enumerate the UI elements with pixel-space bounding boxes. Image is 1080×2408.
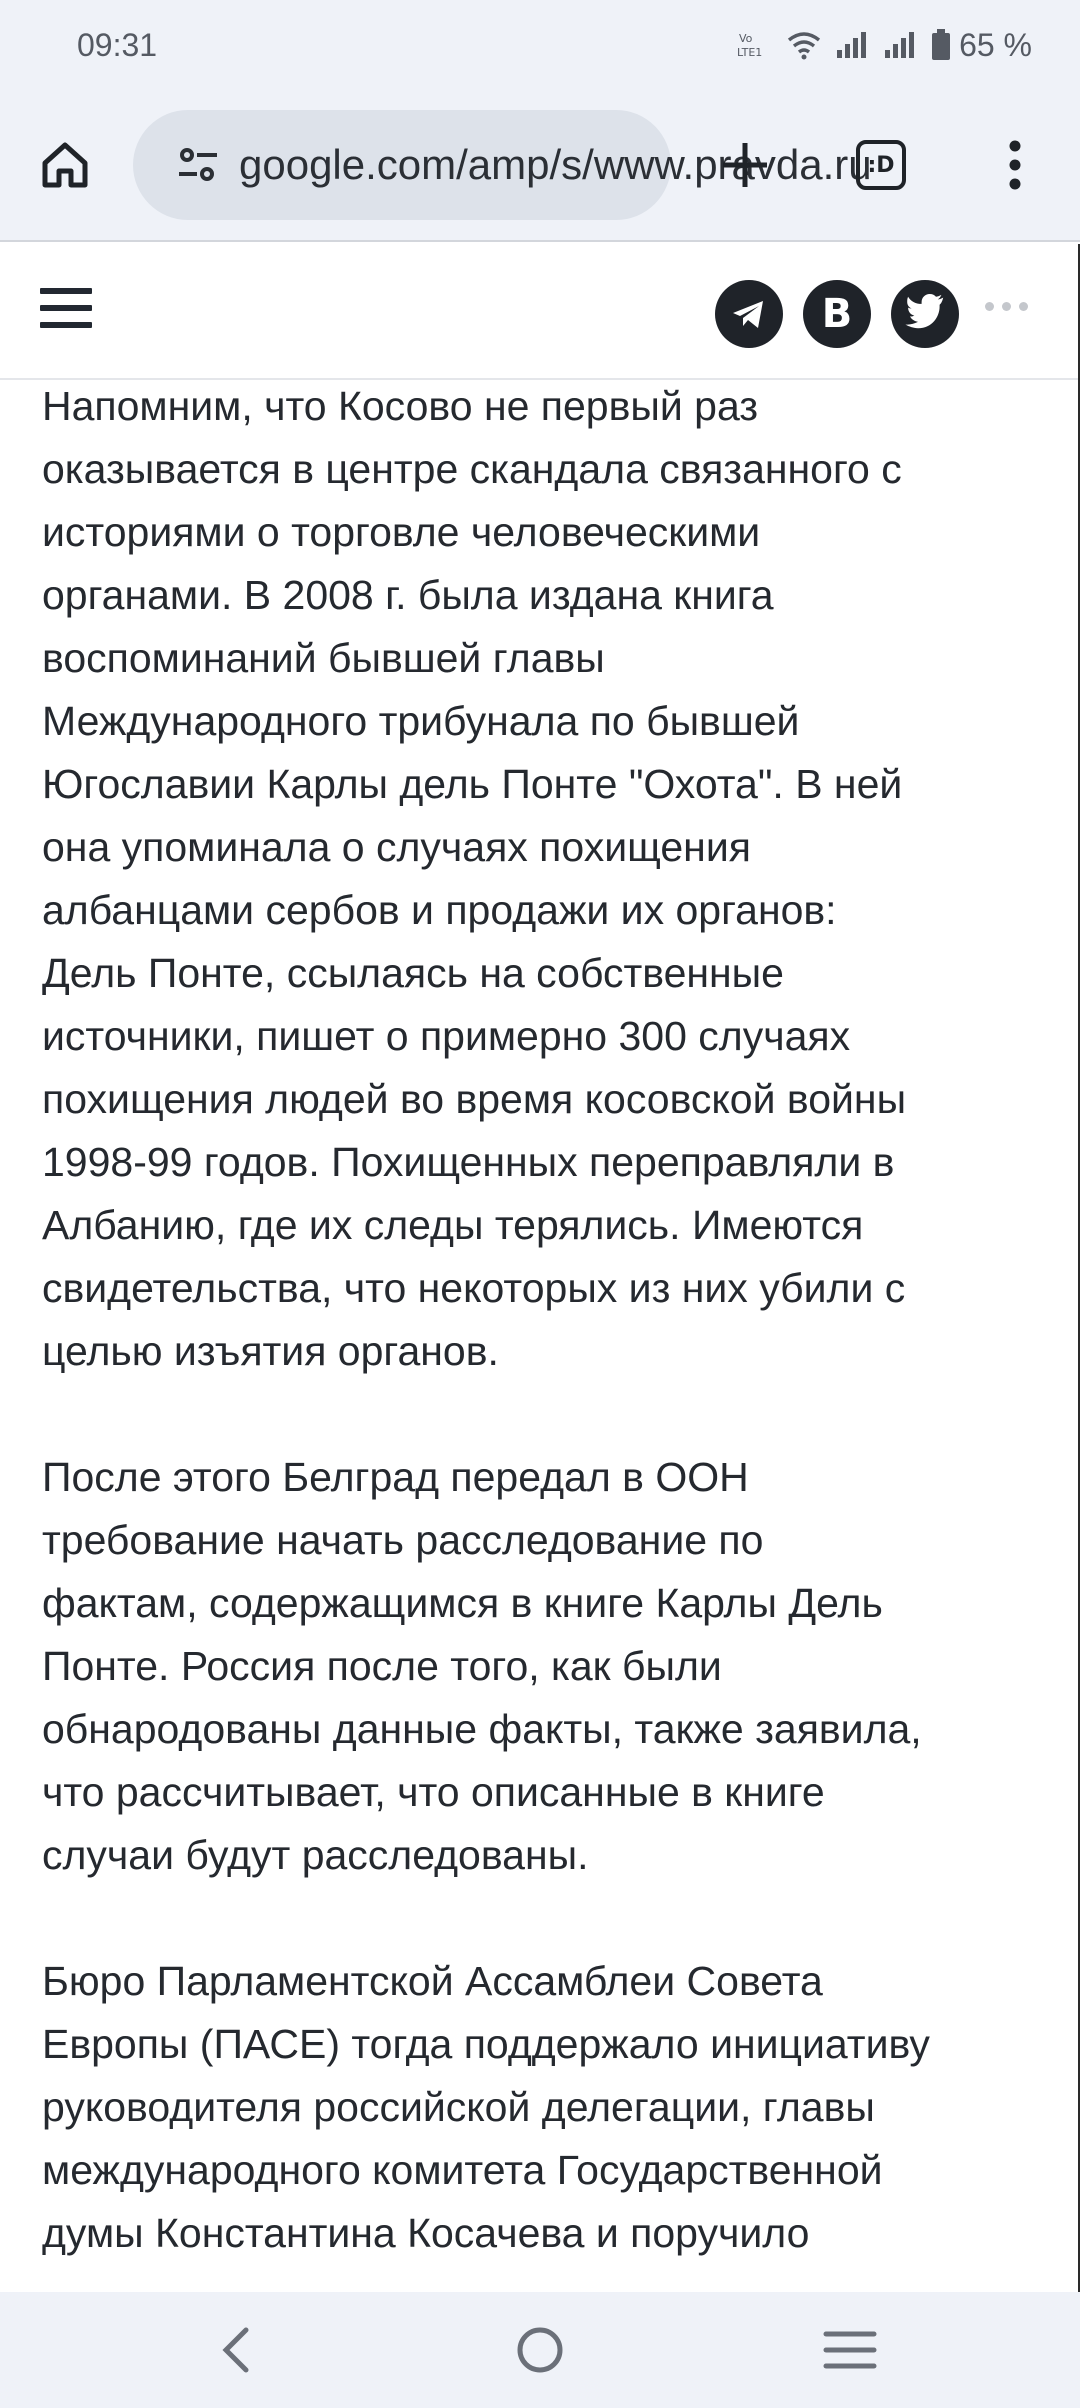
share-twitter-button[interactable] [891, 280, 959, 348]
article-paragraph: После этого Белград передал в ООН требование начать расследование по фактам, содержащимся в книге Карлы Дель Понте. Россия после того, как были обнародованы данные факты, также заявила, что рассчитывает, что описанные в книге случаи будут расследованы. [42, 1454, 922, 1878]
article-paragraph: Напомним, что Косово не первый раз оказывается в центре скандала связанного с историями о торговле человеческими органами. В 2008 г. была издана книга воспоминаний бывшей главы Международного трибунала по бывшей Югославии Карлы дель Понте "Охота". В ней она упоминала о случаях похищения албанцами сербов и продажи их органов: Дель Понте, ссылаясь на собственные источники, пишет о примерно 300 случаях похищения людей во время косовской войны 1998-99 годов. Похищенных переправляли в Албанию, где их следы терялись. Имеются свидетельства, что некоторых из них убили с целью изъятия органов. [42, 383, 907, 1374]
article-body [42, 375, 1042, 2328]
twitter-icon [905, 297, 945, 331]
vk-icon: В [821, 291, 853, 337]
battery-icon [931, 29, 951, 61]
signal-icon-2 [883, 30, 917, 60]
status-time: 09:31 [77, 26, 158, 63]
home-circle-icon [515, 2325, 565, 2375]
telegram-icon [729, 294, 769, 334]
volte-icon [737, 30, 773, 60]
tab-switcher-button[interactable] [846, 130, 916, 200]
browser-toolbar [0, 90, 1080, 242]
address-bar[interactable] [133, 110, 872, 220]
browser-menu-button[interactable] [980, 130, 1050, 200]
article-paragraph: Бюро Парламентской Ассамблеи Совета Европы (ПАСЕ) тогда поддержало инициативу руководителя российской делегации, главы международного комитета Государственной думы Константина Косачева и поручило [42, 1958, 930, 2256]
status-icons [737, 27, 1032, 64]
nav-home-button[interactable] [510, 2320, 570, 2380]
tab-count-badge: :D [856, 140, 906, 190]
svg-text:LTE1: LTE1 [737, 46, 763, 59]
url-text[interactable]: google.com/amp/s/www.pravda.ru [239, 141, 872, 188]
home-icon [39, 139, 91, 191]
wifi-icon [787, 30, 821, 60]
signal-icon-1 [835, 30, 869, 60]
more-share-icon[interactable] [985, 302, 1028, 311]
status-bar [0, 0, 1080, 90]
battery-percent: 65 % [959, 26, 1032, 63]
site-header [0, 244, 1078, 380]
system-nav-bar [0, 2292, 1080, 2408]
recents-icon [824, 2328, 876, 2372]
new-tab-button[interactable] [710, 130, 780, 200]
site-settings-icon [177, 144, 219, 186]
home-button[interactable] [30, 130, 100, 200]
plus-icon [721, 141, 769, 189]
more-vert-icon [1007, 139, 1023, 191]
hamburger-menu-icon[interactable] [40, 288, 92, 334]
share-vk-button[interactable] [803, 280, 871, 348]
svg-text:Vo: Vo [739, 32, 753, 45]
battery-status [931, 27, 1032, 64]
nav-back-button[interactable] [205, 2320, 265, 2380]
nav-recents-button[interactable] [820, 2320, 880, 2380]
share-telegram-button[interactable] [715, 280, 783, 348]
back-chevron-icon [218, 2326, 252, 2374]
